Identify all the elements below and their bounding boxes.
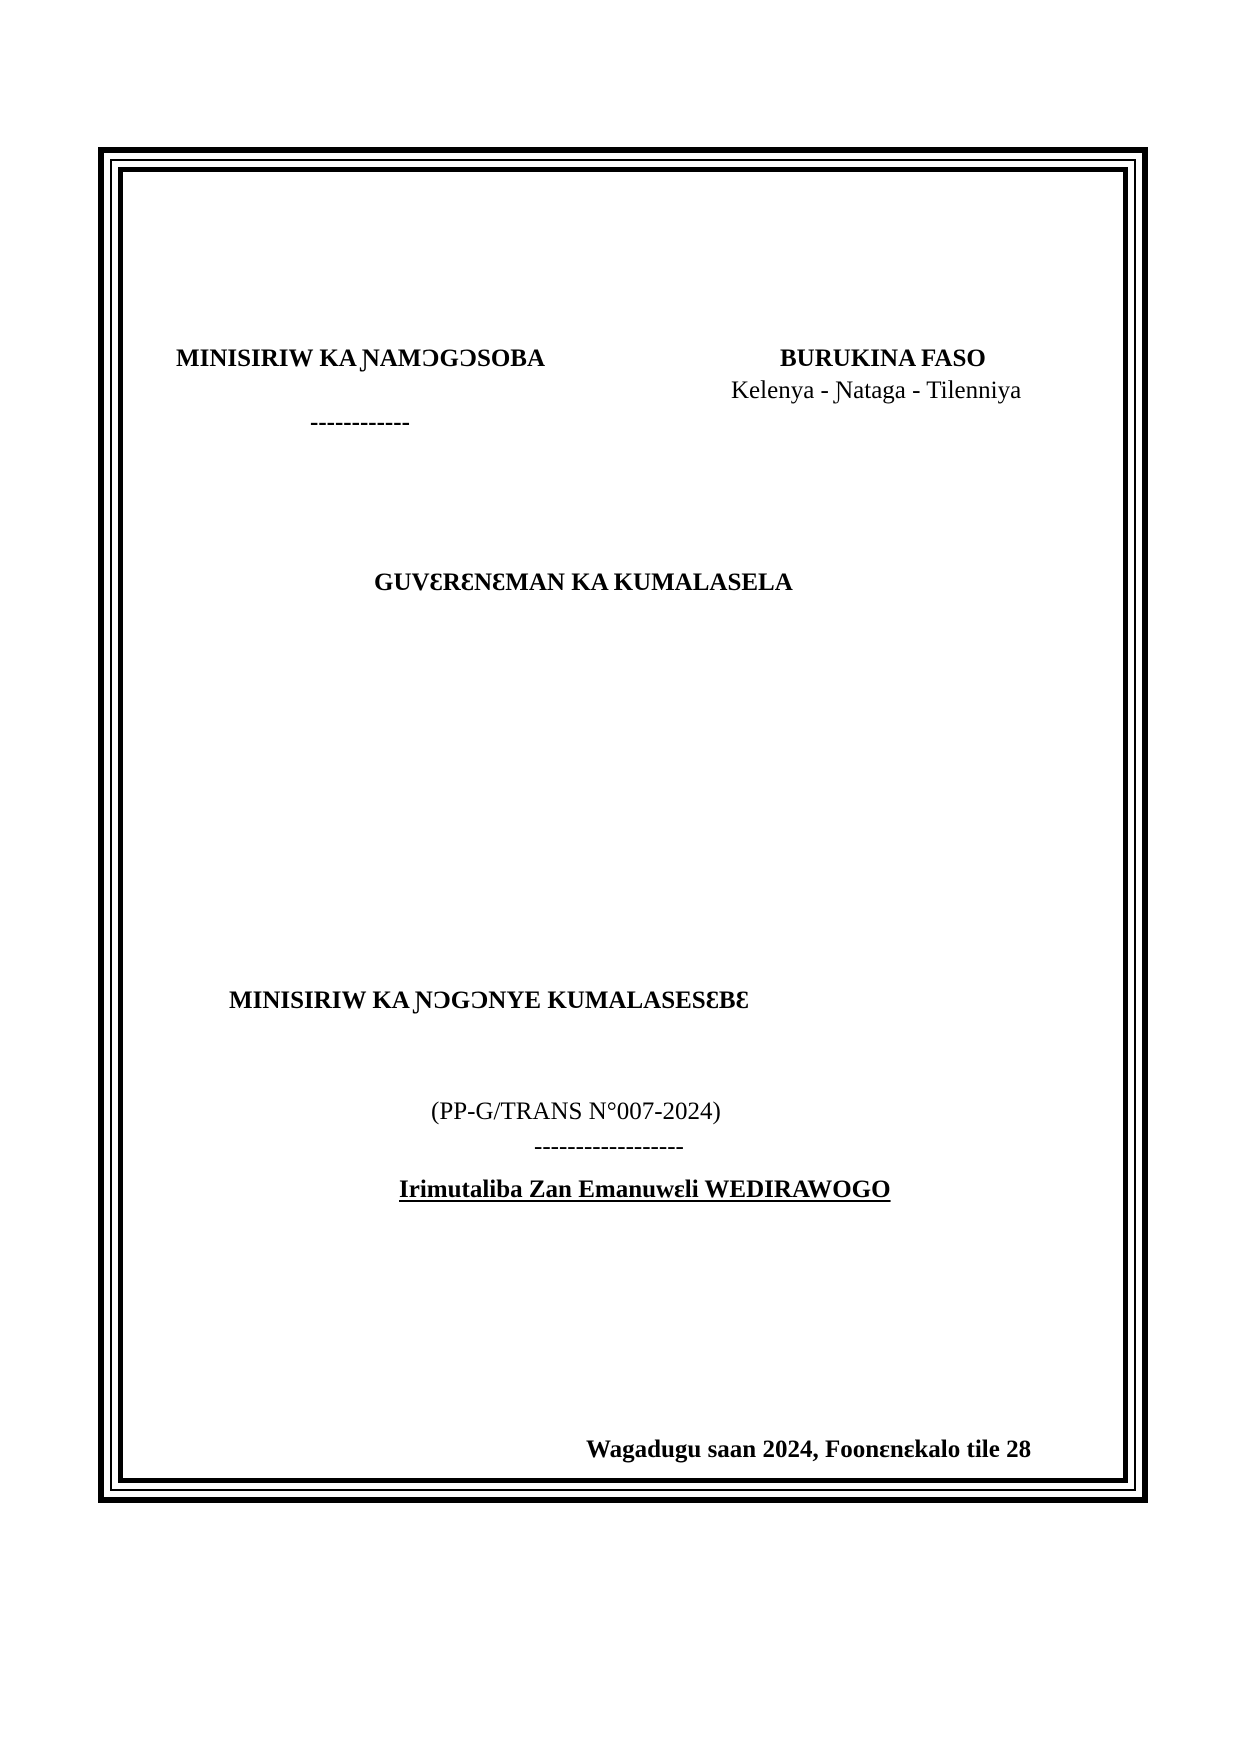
header-country: BURUKINA FASO	[780, 345, 986, 372]
document-reference: (PP-G/TRANS N°007-2024)	[431, 1098, 721, 1125]
place-date: Wagadugu saan 2024, Foonɛnɛkalo tile 28	[586, 1436, 1032, 1463]
header-ministry: MINISIRIW KA ƝAMƆGƆSOBA	[176, 345, 546, 372]
government-title: GUVƐRƐNƐMAN KA KUMALASELA	[374, 569, 793, 596]
reference-separator: ------------------	[534, 1133, 684, 1160]
header-separator: ------------	[310, 409, 410, 436]
header-motto: Kelenya - Ɲataga - Tilenniya	[731, 377, 1022, 404]
ministry-title: MINISIRIW KA ƝƆGƆNYE KUMALASESƐBƐ	[229, 987, 749, 1014]
signatory-name: Irimutaliba Zan Emanuwɛli WEDIRAWOGO	[399, 1176, 891, 1203]
